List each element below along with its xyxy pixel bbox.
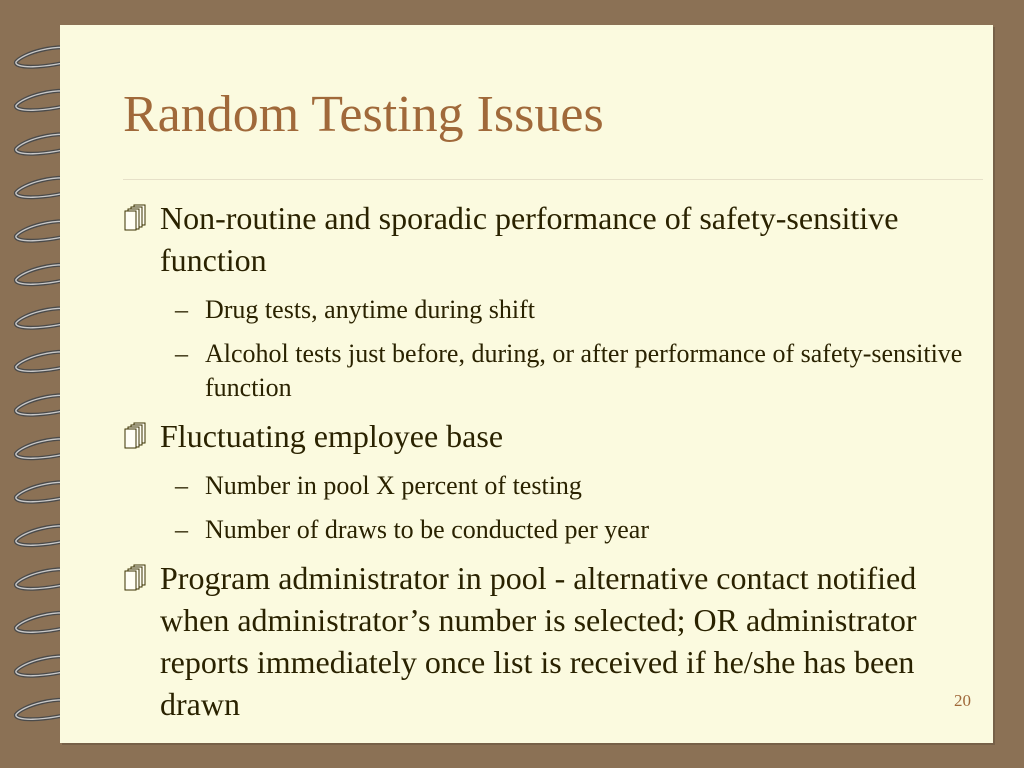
sub-bullet-text: Number in pool X percent of testing bbox=[205, 471, 582, 500]
sub-list-item bbox=[123, 337, 978, 405]
bullet-text: Non-routine and sporadic performance of safety-sensitive function bbox=[160, 200, 899, 278]
slide-page bbox=[60, 25, 993, 743]
list-item bbox=[123, 557, 978, 725]
dash-icon: – bbox=[175, 471, 188, 500]
sub-bullet-text: Drug tests, anytime during shift bbox=[205, 295, 536, 324]
sub-list-item bbox=[123, 293, 978, 327]
dash-icon: – bbox=[175, 339, 188, 368]
stacked-pages-icon bbox=[123, 203, 149, 231]
stacked-pages-icon bbox=[123, 421, 149, 449]
title-divider bbox=[123, 179, 983, 180]
stacked-pages-icon bbox=[123, 563, 149, 591]
sub-list-item bbox=[123, 469, 978, 503]
dash-icon: – bbox=[175, 515, 188, 544]
slide-title: Random Testing Issues bbox=[123, 86, 604, 143]
list-item bbox=[123, 197, 978, 281]
dash-icon: – bbox=[175, 295, 188, 324]
sub-list-item bbox=[123, 513, 978, 547]
page-number: 20 bbox=[954, 691, 971, 710]
list-item bbox=[123, 415, 978, 457]
sub-bullet-text: Number of draws to be conducted per year bbox=[205, 515, 649, 544]
bullet-list bbox=[123, 197, 978, 737]
bullet-text: Program administrator in pool - alternative contact notified when administrator’s number is selected; OR administrator reports immediately once list is received if he/she has been drawn bbox=[160, 560, 917, 722]
bullet-text: Fluctuating employee base bbox=[160, 418, 504, 454]
sub-bullet-text: Alcohol tests just before, during, or after performance of safety-sensitive function bbox=[205, 339, 963, 402]
